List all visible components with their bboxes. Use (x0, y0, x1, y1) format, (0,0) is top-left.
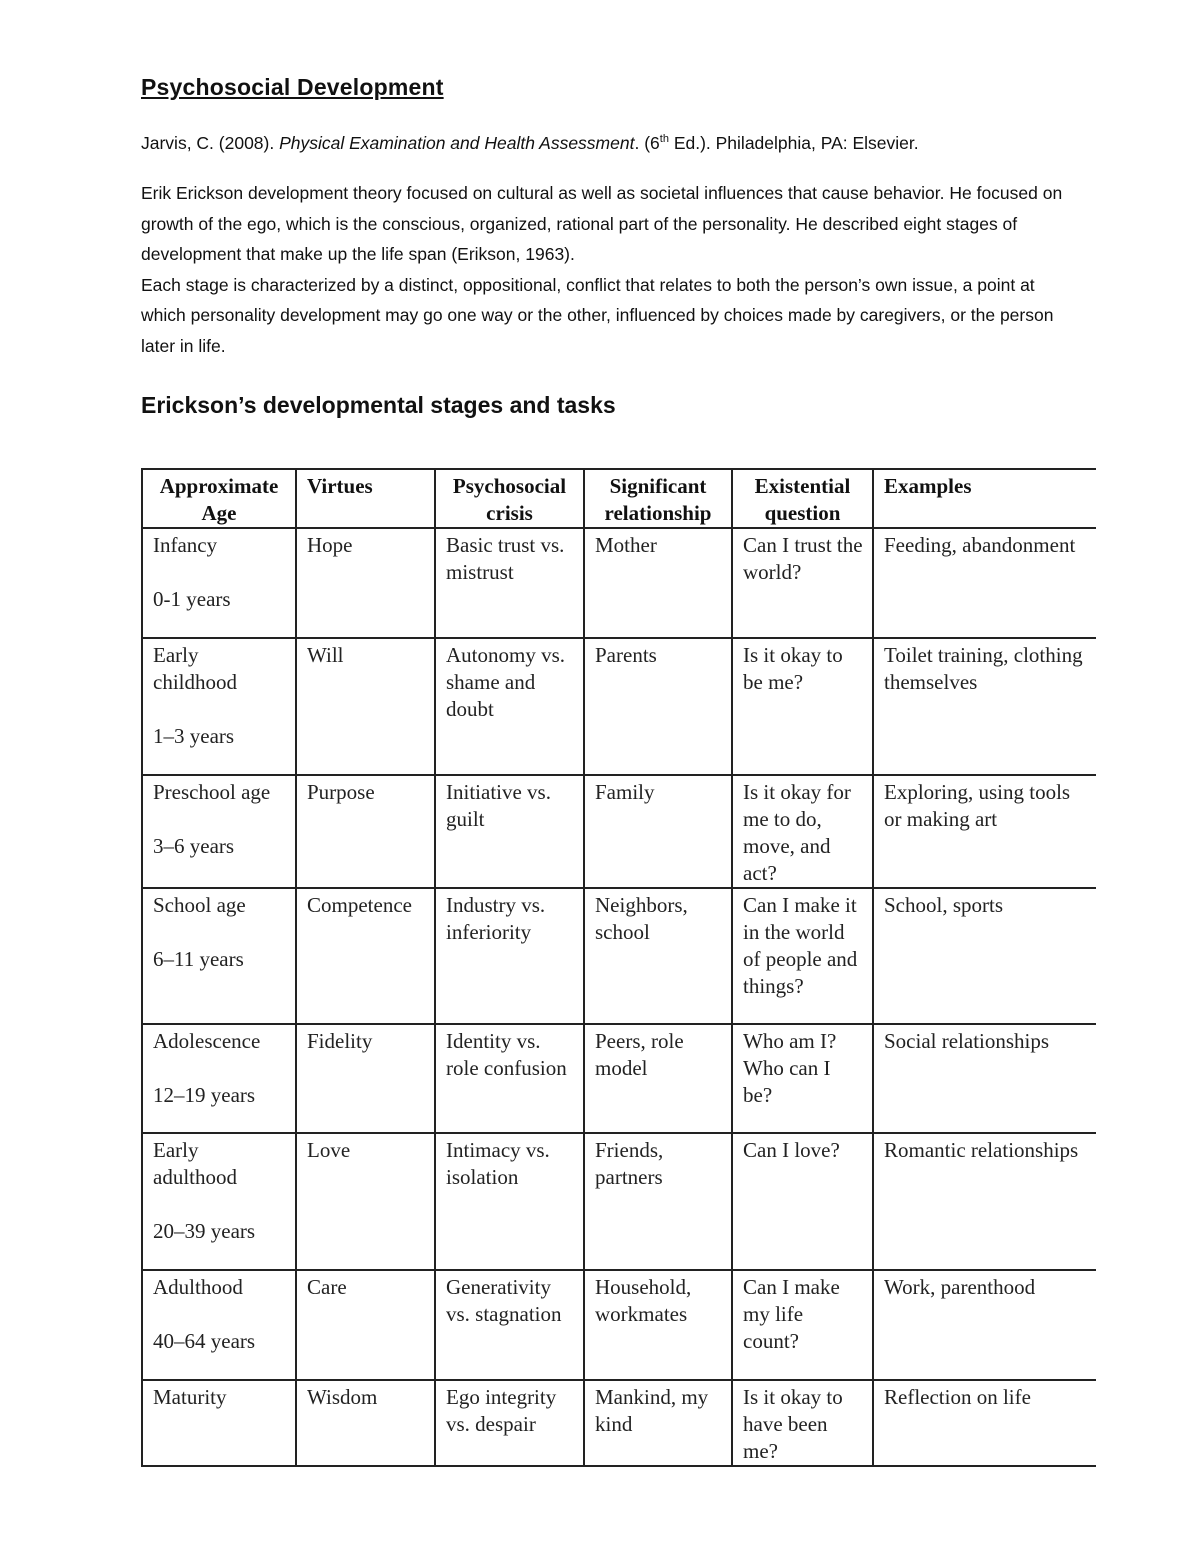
cell-examples: Exploring, using tools or making art (873, 775, 1096, 888)
page-title: Psychosocial Development (141, 74, 444, 100)
cell-examples: Romantic relationships (873, 1133, 1096, 1270)
citation-edition-sup: th (659, 133, 669, 146)
cell-examples: School, sports (873, 888, 1096, 1024)
cell-crisis: Identity vs. role confusion (435, 1024, 584, 1133)
intro-paragraph-2: Each stage is characterized by a distinct, oppositional, conflict that relates to both the person’s own issue, a point at which personality development may go one way or the other, influenced by choices made by caregivers, or the person later in life. (141, 274, 1054, 356)
cell-relationship: Parents (584, 638, 732, 775)
cell-question: Is it okay for me to do, move, and act? (732, 775, 873, 888)
cell-question: Can I make it in the world of people and things? (732, 888, 873, 1024)
cell-examples: Work, parenthood (873, 1270, 1096, 1380)
header-psychosocial-crisis: Psychosocial crisis (435, 469, 584, 528)
stage-name: Preschool age (153, 780, 271, 804)
cell-crisis: Basic trust vs. mistrust (435, 528, 584, 638)
intro-text (141, 178, 1071, 361)
citation-book-title: Physical Examination and Health Assessment (279, 133, 635, 153)
cell-question: Who am I? Who can I be? (732, 1024, 873, 1133)
cell-crisis: Initiative vs. guilt (435, 775, 584, 888)
table-row (142, 638, 1096, 775)
table-header-row (142, 469, 1096, 528)
cell-crisis: Ego integrity vs. despair (435, 1380, 584, 1466)
cell-crisis: Generativity vs. stagnation (435, 1270, 584, 1380)
cell-question: Is it okay to be me? (732, 638, 873, 775)
citation (141, 131, 919, 155)
cell-relationship: Family (584, 775, 732, 888)
table-row (142, 1380, 1096, 1466)
cell-crisis: Intimacy vs. isolation (435, 1133, 584, 1270)
cell-age (142, 1024, 296, 1133)
stages-table (141, 468, 1096, 1467)
cell-question: Can I make my life count? (732, 1270, 873, 1380)
age-range: 6–11 years (153, 947, 244, 971)
stage-name: Adolescence (153, 1029, 261, 1053)
cell-virtue: Hope (296, 528, 435, 638)
cell-question: Can I love? (732, 1133, 873, 1270)
header-examples: Examples (873, 469, 1096, 528)
cell-relationship: Neighbors, school (584, 888, 732, 1024)
table-row (142, 775, 1096, 888)
header-approximate-age: Approximate Age (142, 469, 296, 528)
cell-age (142, 888, 296, 1024)
cell-age (142, 1133, 296, 1270)
cell-age (142, 1380, 296, 1466)
cell-question: Is it okay to have been me? (732, 1380, 873, 1466)
cell-virtue: Will (296, 638, 435, 775)
cell-age (142, 638, 296, 775)
cell-virtue: Fidelity (296, 1024, 435, 1133)
stage-name: Maturity (153, 1385, 227, 1409)
table-row (142, 1270, 1096, 1380)
cell-relationship: Mankind, my kind (584, 1380, 732, 1466)
cell-relationship: Peers, role model (584, 1024, 732, 1133)
cell-crisis: Industry vs. inferiority (435, 888, 584, 1024)
header-virtues: Virtues (296, 469, 435, 528)
cell-age (142, 528, 296, 638)
cell-age (142, 1270, 296, 1380)
age-range: 1–3 years (153, 724, 235, 748)
cell-virtue: Care (296, 1270, 435, 1380)
cell-crisis: Autonomy vs. shame and doubt (435, 638, 584, 775)
section-heading: Erickson’s developmental stages and tasks (141, 392, 616, 418)
cell-relationship: Household, workmates (584, 1270, 732, 1380)
citation-suffix: Ed.). Philadelphia, PA: Elsevier. (668, 133, 919, 153)
cell-examples: Feeding, abandonment (873, 528, 1096, 638)
cell-relationship: Friends, partners (584, 1133, 732, 1270)
cell-virtue: Love (296, 1133, 435, 1270)
age-range: 0-1 years (153, 587, 231, 611)
header-existential-question: Existential question (732, 469, 873, 528)
cell-age (142, 775, 296, 888)
cell-virtue: Competence (296, 888, 435, 1024)
cell-examples: Toilet training, clothing themselves (873, 638, 1096, 775)
stage-name: Early adulthood (153, 1138, 237, 1189)
citation-edition-open: . (6 (634, 133, 660, 153)
stage-name: Early childhood (153, 643, 237, 694)
age-range: 3–6 years (153, 834, 235, 858)
citation-prefix: Jarvis, C. (2008). (141, 133, 280, 153)
cell-question: Can I trust the world? (732, 528, 873, 638)
table-row (142, 1024, 1096, 1133)
stage-name: Adulthood (153, 1275, 243, 1299)
table-row (142, 1133, 1096, 1270)
cell-relationship: Mother (584, 528, 732, 638)
cell-examples: Social relationships (873, 1024, 1096, 1133)
cell-virtue: Wisdom (296, 1380, 435, 1466)
table-row (142, 528, 1096, 638)
table-row (142, 888, 1096, 1024)
header-significant-relationship: Significant relationship (584, 469, 732, 528)
stage-name: Infancy (153, 533, 218, 557)
age-range: 20–39 years (153, 1219, 256, 1243)
stage-name: School age (153, 893, 246, 917)
cell-virtue: Purpose (296, 775, 435, 888)
cell-examples: Reflection on life (873, 1380, 1096, 1466)
intro-paragraph-1: Erik Erickson development theory focused on cultural as well as societal influences that cause behavior. He focused on growth of the ego, which is the conscious, organized, rational part of the personality. He described eight stages of development that make up the life span (Erikson, 1963). (141, 183, 1063, 264)
age-range: 40–64 years (153, 1329, 256, 1353)
age-range: 12–19 years (153, 1083, 256, 1107)
